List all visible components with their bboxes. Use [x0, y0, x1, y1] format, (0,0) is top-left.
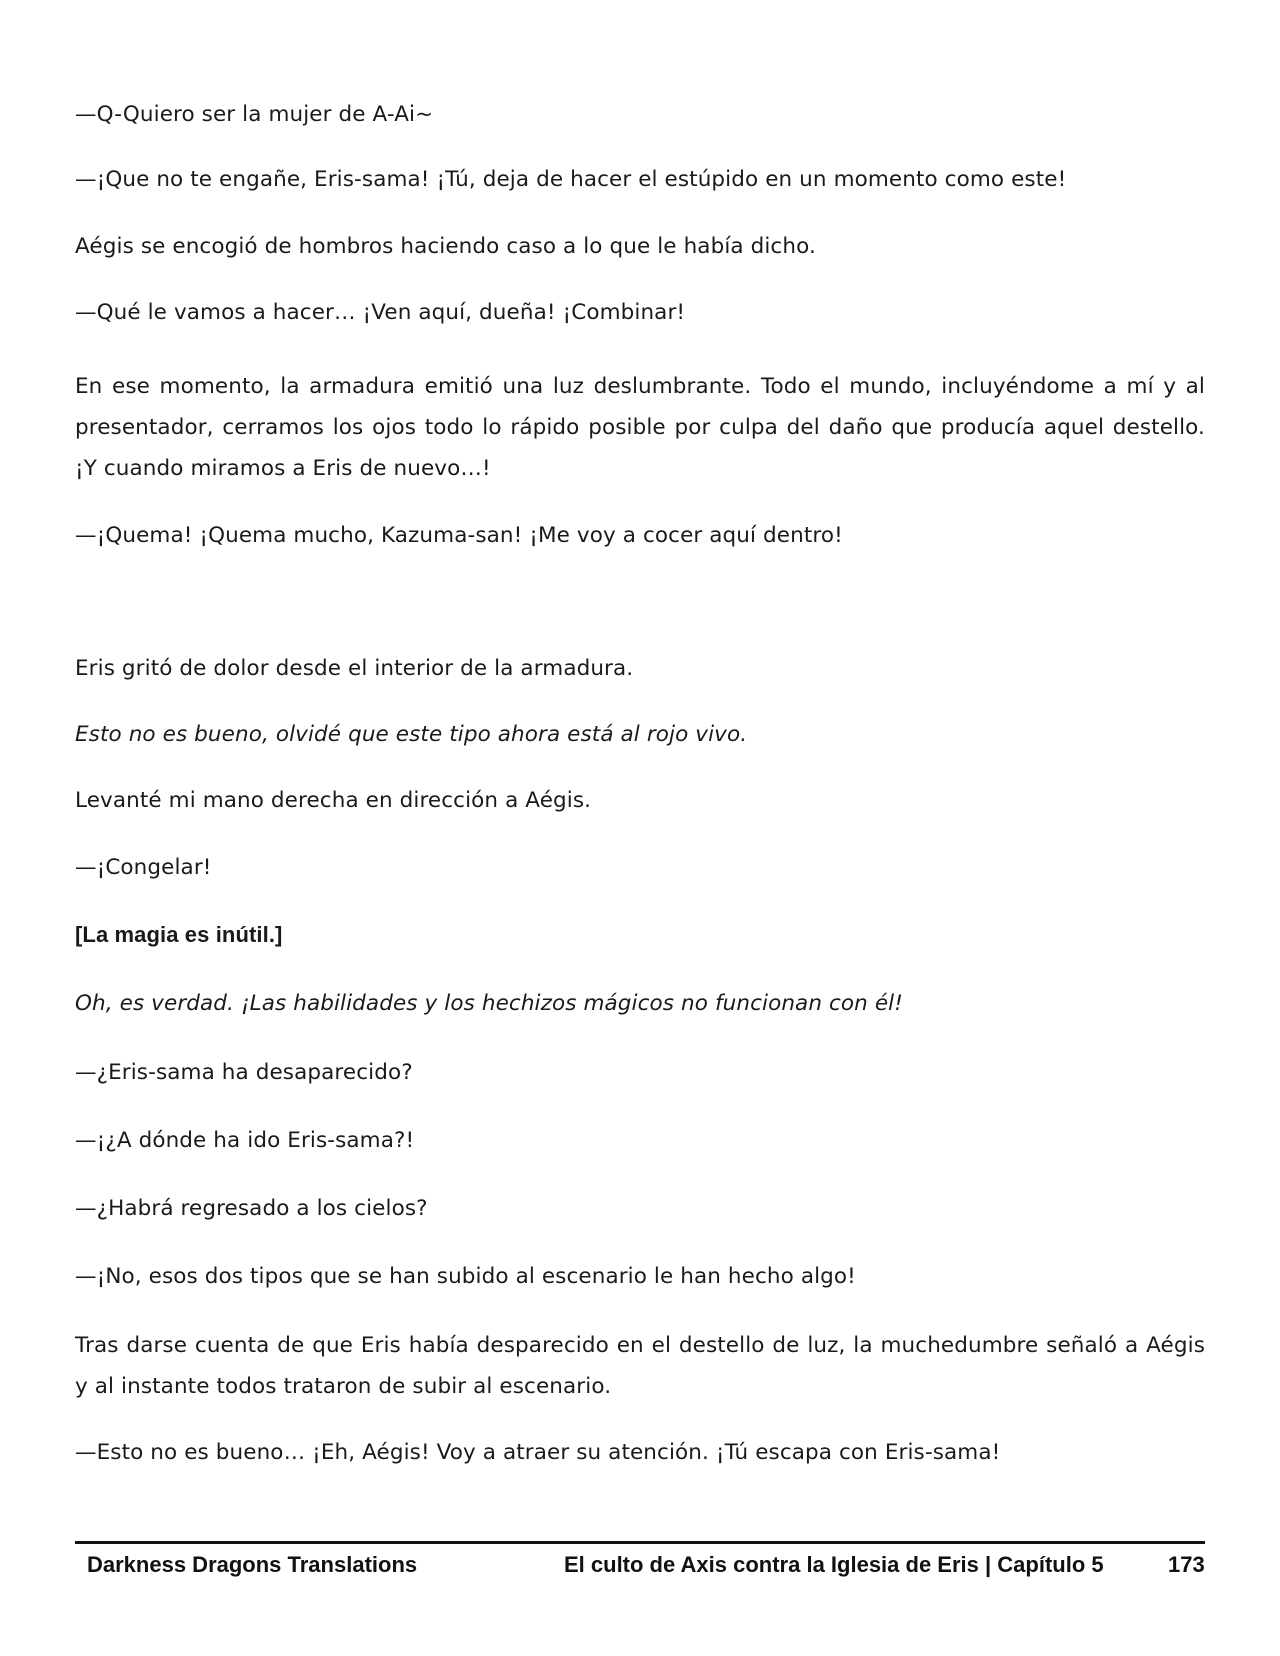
paragraph-12-italic: Oh, es verdad. ¡Las habilidades y los hechizos mágicos no funcionan con él!: [75, 991, 903, 1016]
paragraph-17: Tras darse cuenta de que Eris había desparecido en el destello de luz, la muchedumbre señaló a Aégis y al instante todos trataron de subir al escenario.: [75, 1333, 1205, 1399]
paragraph-6: —¡Quema! ¡Quema mucho, Kazuma-san! ¡Me voy a cocer aquí dentro!: [75, 523, 843, 548]
paragraph-10: —¡Congelar!: [75, 855, 212, 880]
paragraph-11-bold: [La magia es inútil.]: [75, 922, 283, 947]
paragraph-5: En ese momento, la armadura emitió una luz deslumbrante. Todo el mundo, incluyéndome a mí y al presentador, cerramos los ojos todo lo rápido posible por culpa del daño que producía aquel destello. ¡Y cuando miramos a Eris de nuevo…!: [75, 374, 1205, 481]
footer-translator-credit: Darkness Dragons Translations: [87, 1552, 418, 1577]
paragraph-9: Levanté mi mano derecha en dirección a Aégis.: [75, 788, 592, 813]
footer-chapter-title: El culto de Axis contra la Iglesia de Eris | Capítulo 5: [564, 1552, 1104, 1577]
paragraph-7: Eris gritó de dolor desde el interior de la armadura.: [75, 656, 634, 681]
paragraph-8-italic: Esto no es bueno, olvidé que este tipo ahora está al rojo vivo.: [75, 722, 748, 747]
paragraph-18: —Esto no es bueno… ¡Eh, Aégis! Voy a atraer su atención. ¡Tú escapa con Eris-sama!: [75, 1440, 1001, 1465]
paragraph-15: —¿Habrá regresado a los cielos?: [75, 1196, 428, 1221]
paragraph-2: —¡Que no te engañe, Eris-sama! ¡Tú, deja de hacer el estúpido en un momento como este!: [75, 167, 1067, 192]
footer-page-number: 173: [1168, 1552, 1205, 1577]
paragraph-4: —Qué le vamos a hacer… ¡Ven aquí, dueña! ¡Combinar!: [75, 300, 686, 325]
paragraph-3: Aégis se encogió de hombros haciendo caso a lo que le había dicho.: [75, 234, 816, 259]
paragraph-14: —¡¿A dónde ha ido Eris-sama?!: [75, 1128, 415, 1153]
footer-divider: [75, 1541, 1205, 1544]
paragraph-13: —¿Eris-sama ha desaparecido?: [75, 1060, 413, 1085]
paragraph-1: —Q-Quiero ser la mujer de A-Ai~: [75, 102, 434, 127]
paragraph-16: —¡No, esos dos tipos que se han subido al escenario le han hecho algo!: [75, 1264, 856, 1289]
